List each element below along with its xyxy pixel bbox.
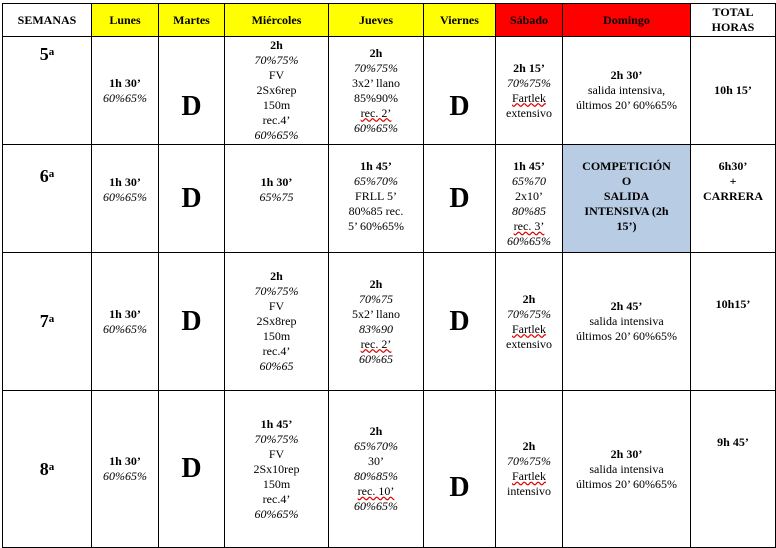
competition-line: 15’) (616, 219, 637, 233)
total-hours: 6h30’ (718, 159, 748, 173)
week-number: 5 (39, 44, 49, 64)
session-recovery: rec. 2’ (360, 105, 392, 120)
session-duration: 2h 30’ (610, 68, 643, 82)
miercoles-cell (225, 253, 329, 391)
session-duration: 1h 30’ (109, 454, 141, 468)
session-type: FRLL 5’ (355, 189, 397, 203)
jueves-cell (329, 37, 424, 145)
miercoles-cell (225, 391, 329, 548)
session-intensity: 70%75 (359, 291, 393, 306)
miercoles-cell (225, 145, 329, 253)
session-detail: últimos 20’ 60%65% (575, 329, 678, 343)
session-type: Fartlek (512, 321, 546, 336)
rest-day-marker: D (449, 472, 470, 503)
total-hours: 9h 45’ (717, 435, 749, 449)
domingo-cell (563, 37, 691, 145)
session-recovery-intensity: 60%65% (354, 499, 398, 513)
session-intensity: 65%70% (354, 439, 398, 453)
session-distance: 150m (262, 476, 291, 491)
martes-cell (159, 37, 225, 145)
total-hours: 10h 15’ (714, 83, 752, 97)
session-type: Fartlek (512, 90, 546, 105)
session-recovery: 5’ 60%65% (347, 219, 405, 233)
session-duration: 2h 45’ (610, 299, 643, 313)
week-ordinal: a (48, 168, 55, 180)
session-type: Fartlek (512, 469, 546, 483)
session-sets: 2Sx6rep (256, 83, 297, 97)
header-miercoles: Miércoles (225, 4, 329, 37)
session-intensity: 65%75 (259, 190, 294, 204)
session-duration: 1h 45’ (260, 416, 293, 431)
header-semanas: SEMANAS (3, 4, 92, 37)
week-row (3, 253, 776, 391)
competition-line: SALIDA (603, 189, 650, 203)
week-row (3, 37, 776, 145)
session-duration: 1h 45’ (513, 159, 545, 173)
session-recovery-intensity: 60%65% (254, 128, 299, 142)
session-intensity: 70%75% (507, 75, 551, 90)
rest-day-marker: D (449, 182, 470, 214)
sabado-cell (496, 37, 563, 145)
viernes-cell (424, 37, 496, 145)
week-ordinal: a (48, 46, 55, 58)
session-rep-intensity: 80%85 rec. (348, 204, 404, 218)
sabado-cell (496, 253, 563, 391)
training-plan-table (2, 3, 776, 548)
lunes-cell (92, 37, 159, 145)
session-reps: 5x2’ llano (351, 306, 401, 321)
session-type: FV (268, 299, 285, 313)
session-description: salida intensiva (589, 314, 664, 328)
session-reps: 2x10’ (515, 189, 543, 203)
session-subtype: intensivo (507, 484, 551, 498)
total-hours-cell (691, 145, 776, 253)
session-recovery-intensity: 60%65 (259, 359, 294, 373)
session-description: salida intensiva, (587, 83, 666, 97)
jueves-cell (329, 253, 424, 391)
session-recovery-intensity: 60%65% (354, 120, 398, 135)
session-recovery: rec. 2’ (360, 336, 392, 351)
martes-cell (159, 391, 225, 548)
lunes-cell (92, 253, 159, 391)
session-intensity: 70%75% (254, 53, 299, 67)
session-duration: 2h (369, 424, 383, 438)
total-race: CARRERA (703, 189, 763, 203)
viernes-cell (424, 391, 496, 548)
session-recovery: rec.4’ (262, 491, 291, 506)
week-number-cell (3, 253, 92, 391)
header-total-line1: TOTAL (712, 5, 754, 19)
session-intensity: 70%75% (507, 306, 551, 321)
session-duration: 2h (522, 439, 536, 453)
miercoles-cell (225, 37, 329, 145)
session-recovery-intensity: 60%65 (359, 351, 393, 366)
rest-day-marker: D (181, 182, 202, 214)
jueves-cell (329, 145, 424, 253)
session-duration: 1h 30’ (109, 75, 141, 90)
session-type: FV (268, 68, 285, 82)
competition-line: INTENSIVA (2h (584, 204, 669, 218)
session-duration: 2h (270, 269, 283, 283)
session-duration: 1h 30’ (109, 306, 141, 321)
session-recovery: rec.4’ (262, 344, 291, 358)
week-number-cell (3, 391, 92, 548)
session-duration: 2h 15’ (513, 60, 545, 75)
martes-cell (159, 145, 225, 253)
header-total-line2: HORAS (711, 20, 755, 34)
session-detail: últimos 20’ 60%65% (575, 476, 678, 491)
session-recovery: rec.4’ (262, 113, 291, 127)
session-rep-intensity: 80%85% (354, 469, 398, 483)
week-ordinal: a (48, 460, 55, 473)
viernes-cell (424, 253, 496, 391)
competition-cell (563, 145, 691, 253)
session-intensity: 60%65% (103, 321, 147, 336)
session-reps: 3x2’ llano (351, 75, 401, 90)
session-intensity: 70%75% (254, 431, 299, 446)
header-sabado: Sábado (496, 4, 563, 37)
session-recovery: rec. 3’ (513, 219, 545, 233)
session-duration: 1h 45’ (360, 159, 392, 173)
header-lunes: Lunes (92, 4, 159, 37)
total-hours-cell (691, 391, 776, 548)
lunes-cell (92, 145, 159, 253)
competition-line: O (621, 174, 632, 188)
total-hours: 10h15’ (715, 297, 751, 311)
session-intensity: 60%65% (103, 469, 147, 483)
total-hours-cell (691, 253, 776, 391)
martes-cell (159, 253, 225, 391)
header-row (3, 4, 776, 37)
session-recovery-intensity: 60%65% (254, 506, 299, 521)
session-duration: 2h (369, 276, 383, 291)
session-duration: 2h (270, 38, 283, 52)
week-ordinal: a (48, 313, 55, 325)
domingo-cell (563, 253, 691, 391)
session-intensity: 70%75% (254, 284, 299, 298)
header-viernes: Viernes (424, 4, 496, 37)
total-hours-cell (691, 37, 776, 145)
viernes-cell (424, 145, 496, 253)
total-plus: + (729, 174, 737, 188)
week-number: 8 (39, 458, 49, 479)
session-intensity: 70%75% (354, 60, 398, 75)
session-intensity: 65%70 (512, 174, 546, 188)
week-row (3, 145, 776, 253)
session-duration: 2h (522, 291, 536, 306)
session-subtype: extensivo (506, 336, 552, 351)
session-intensity: 70%75% (507, 454, 551, 468)
session-duration: 2h 30’ (610, 446, 643, 461)
week-number-cell (3, 37, 92, 145)
header-total-horas (691, 4, 776, 37)
session-duration: 2h (369, 45, 383, 60)
session-duration: 1h 30’ (109, 175, 141, 189)
domingo-cell (563, 391, 691, 548)
sabado-cell (496, 391, 563, 548)
session-rep-intensity: 80%85 (512, 204, 546, 218)
session-subtype: extensivo (506, 105, 552, 120)
competition-line: COMPETICIÓN (582, 159, 671, 173)
session-detail: últimos 20’ 60%65% (575, 98, 678, 112)
jueves-cell (329, 391, 424, 548)
session-description: salida intensiva (589, 461, 664, 476)
session-rep-intensity: 83%90 (359, 321, 393, 336)
rest-day-marker: D (449, 305, 470, 337)
session-reps: 30’ (368, 454, 384, 468)
lunes-cell (92, 391, 159, 548)
session-sets: 2Sx10rep (253, 461, 300, 476)
header-jueves: Jueves (329, 4, 424, 37)
sabado-cell (496, 145, 563, 253)
week-number: 6 (39, 166, 49, 186)
week-number-cell (3, 145, 92, 253)
rest-day-marker: D (449, 91, 470, 122)
week-row (3, 391, 776, 548)
session-sets: 2Sx8rep (256, 314, 297, 328)
header-domingo: Domingo (563, 4, 691, 37)
rest-day-marker: D (181, 91, 202, 122)
session-intensity: 60%65% (103, 90, 147, 105)
session-recovery: rec. 10’ (357, 484, 395, 498)
session-rep-intensity: 85%90% (354, 90, 398, 105)
rest-day-marker: D (181, 305, 202, 337)
header-martes: Martes (159, 4, 225, 37)
rest-day-marker: D (181, 453, 202, 484)
session-distance: 150m (262, 329, 291, 343)
session-intensity: 60%65% (103, 190, 147, 204)
week-number: 7 (39, 311, 49, 331)
session-type: FV (268, 446, 285, 461)
session-distance: 150m (262, 98, 291, 112)
session-recovery-intensity: 60%65% (507, 234, 551, 248)
session-intensity: 65%70% (354, 174, 398, 188)
session-duration: 1h 30’ (260, 175, 293, 189)
